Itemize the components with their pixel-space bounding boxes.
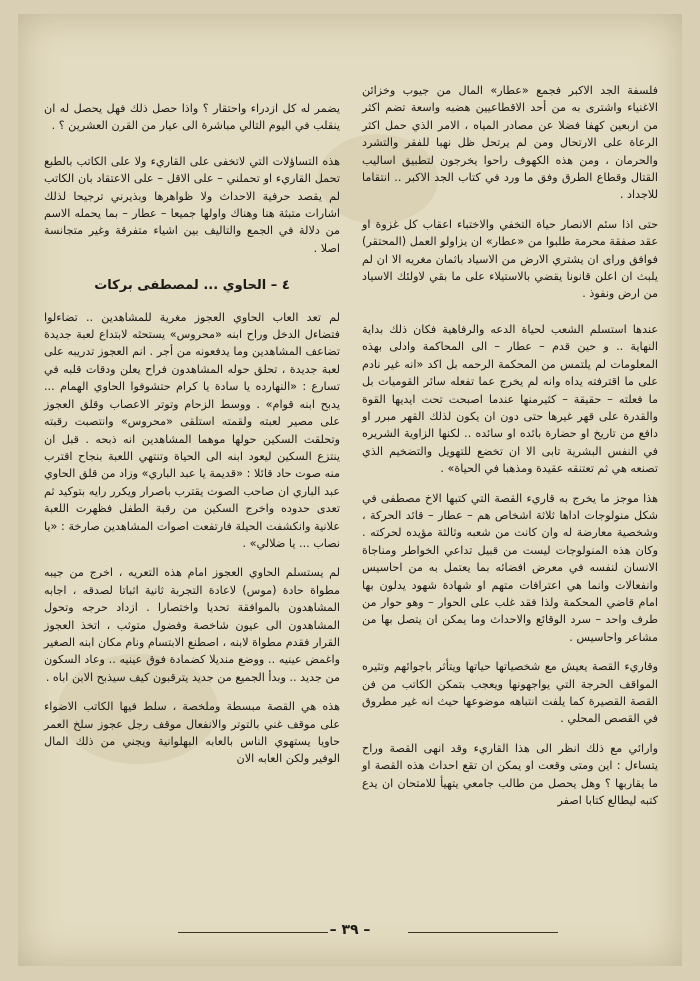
paragraph: فلسفة الجد الاكبر فجمع «عطار» المال من جيوب وخزائن الاغنياء واشترى به من أحد الاقطاعيين هضبه واسعة تضم اكثر من اربعين كهفا فضلا عن مصادر المياه ، الامر الذي حمل اكثر الرعاة على الارتحال ومن لم يرتحل ظل نهبا للفقر والتشرد والحرمان ، ومن هذه الكهوف راحوا يخرجون لتطبيق اساليب القتال وقطاع الطرق وفق ما ورد في كتاب الجد الاكبر .. انتقاما للاجداد . [362, 84, 658, 202]
right-column [362, 82, 658, 821]
paragraph: وارائي مع ذلك انظر الى هذا القاريء وقد انهى القصة وراح يتساءل : اين ومتى وقعت او يمكن ان تقع احداث هذه القصة او ما يقاربها ؟ وهل يحصل من طالب جامعي يتهيأ للامتحان ان يدع كتبه ليطالع كتابا اصفر [362, 741, 658, 808]
page-number: – ٣٩ – [329, 922, 371, 938]
paragraph: وقاريء القصة يعيش مع شخصياتها حياتها ويتأثر باجوائهم وتثيره المواقف الحرجة التي يواجهونها ويعجب بتمكن الكاتب من فن القصة القصيرة كما يلفت انتباهه موضوعها حيث انه غير مطروق في القصص المحلي . [362, 660, 658, 726]
left-column [44, 100, 340, 780]
paragraph: هذه التساؤلات التي لاتخفى على القاريء ولا على الكاتب بالطبع تحمل القاريء او تحملني – على الاقل – على الاعتقاد بان الكاتب لم يقصد حرفية الاحداث ولا ظواهرها وبذيرني ترجيحا لذلك اشارات متبثة هنا وهناك واولها جميعا – عطار – بما يحمله الاسم من دلالة في الجمع والتاليف بين اشياء متفرقة وغير متجانسة اصلا . [44, 154, 340, 255]
paragraph: هذه هي القصة مبسطة وملخصة ، سلط فيها الكاتب الاضواء على موقف غني بالتوتر والانفعال موقف رجل عجوز سلخ العمر حاويا يستهوي الناس بالعابه البهلوانية ويجني من ذلك المال الوفير ولكن العابه الان [44, 700, 340, 766]
footer-rule-right [408, 932, 558, 933]
paragraph: لم تعد العاب الحاوي العجوز مغرية للمشاهدين .. تضاءلوا فتضاءل الدخل وراح ابنه «محروس» يستحثه لابتداع لعبة جديدة تضاعف المشاهدين وما يدفعونه من أجر . انم العجوز تدريبه على لعبة جديدة ، تحلق حوله المشاهدون فراح يعلن ودقات قلبه في تسارع : «النهارده يا سادة يا كرام حتشوفوا الحاوي الهمام ... يدبح ابنه قوام» . ووسط الزحام وتوتر الاعصاب وقلق العجوز على مصير لعبته ولقمته استلقى «محروس» وانتصبت رقبته وتحلقت السكين حولها موهما المشاهدين انه ذبحه . قبل ان ينتزع السكين ليعود ابنه الى الحياة وتنتهي اللعبة بنجاح اقترب منه صوت حاد قائلا : «قديمة يا عبد الباري» وزاد من قلق الحاوي عبد الباري ان صاحب الصوت يقترب باصرار ويكرر رايه بتوكيد ثم تعدى حدوده واخرج السكين من رقبة الطفل فظهرت اللعبة علانية وانكشفت الحيلة فارتفعت اصوات المشاهدين صارخة : «يا نصاب ... يا ضلالي» . [44, 310, 340, 550]
paragraph: لم يستسلم الحاوي العجوز امام هذه التعريه ، اخرج من جيبه مطواة حادة (موس) لاعادة التجربة ثانية اثباتا لصدقه ، اجابه المشاهدون بالموافقة تحديا واختصارا . ازداد حرجه وتحول المشاهدون الى عيون شاخصة وفضول متوثب ، اتخذ العجوز القرار فقدم مطواة لابنه ، اصطنع الابتسام ونام مكان ابنه الصغير واغمض عينيه .. ووضع منديلا كضمادة فوق عينيه .. وعاد السكون من جديد .. وبدأ الجميع من جديد يترقبون كيف سيذبح الابن اباه . [44, 566, 340, 684]
section-heading: ٤ – الحاوي ... لمصطفى بركات [94, 278, 290, 294]
paragraph: عندها استسلم الشعب لحياة الدعه والرفاهية فكان ذلك بداية النهاية .. و حين قدم – عطار – الى المحاكمة وادلى بهذه المعلومات لم يلتمس من المحكمة الرحمه بل اكد «انه غير نادم على ما اقترفته يداه وانه لم يخرج عما تفعله سائر القوميات بل ما فعلته – حقيقة – كثيرمنها عندما اصبحت تحت ايديها القوة والقدرة على قهر غيرها حتى دون ان يكون لذلك القهر مبرر او دافع من تاريخ او حضارة بائده او سائده .. لكنها الزاوية الشريره في النفس البشرية تابى الا ان تخضع للتهويل والتضخيم الذي تصنعه هي ثم تعتنقه عقيدة ومذهبا في الحياة» . [362, 322, 658, 476]
paragraph: حتى اذا سئم الانصار حياة التخفي والاختباء اعقاب كل غزوة او عقد صفقة محرمة طلبوا من «عطار» ان يزاولو العمل (المحتقر) فوافق وراى ان يشتري الارض من الاسياد باثمان مغريه الا ان لم يلبث ان اعلن قانونا يقضي بالاستيلاء على ما بقي لاولئك الاسياد من ارض ونفوذ . [362, 217, 658, 301]
magazine-page [18, 14, 682, 966]
paragraph: يضمر له كل ازدراء واحتقار ؟ واذا حصل ذلك فهل يحصل له ان ينقلب في اليوم التالي مباشرة الى عيار من القرن العشرين ؟ . [44, 102, 340, 133]
paragraph: هذا موجز ما يخرج به قاريء القصة التي كتبها الاخ مصطفى في شكل منولوجات اداها ثلاثة اشخاص هم – عطار – قائد الحركة ، وشخصية معارضة له وان كانت من شعبه وثالثة مؤيده لحركته . وكان هذه المنولوجات ليست من قبيل تداعي الخواطر ومناجاة الانسان لنفسه في معرض افضائه بما يعتمل به من احاسيس وانفعالات وانما هي اعترافات متهم او شهادة شهود يدلون بها امام قاضي المحكمة ولذا فقد غلب على الحوار – وهو حوار من طرف واحد – سرد الوقائع والاحداث وما يمكن ان يتصل بها من مشاعر واحاسيس . [362, 491, 658, 644]
